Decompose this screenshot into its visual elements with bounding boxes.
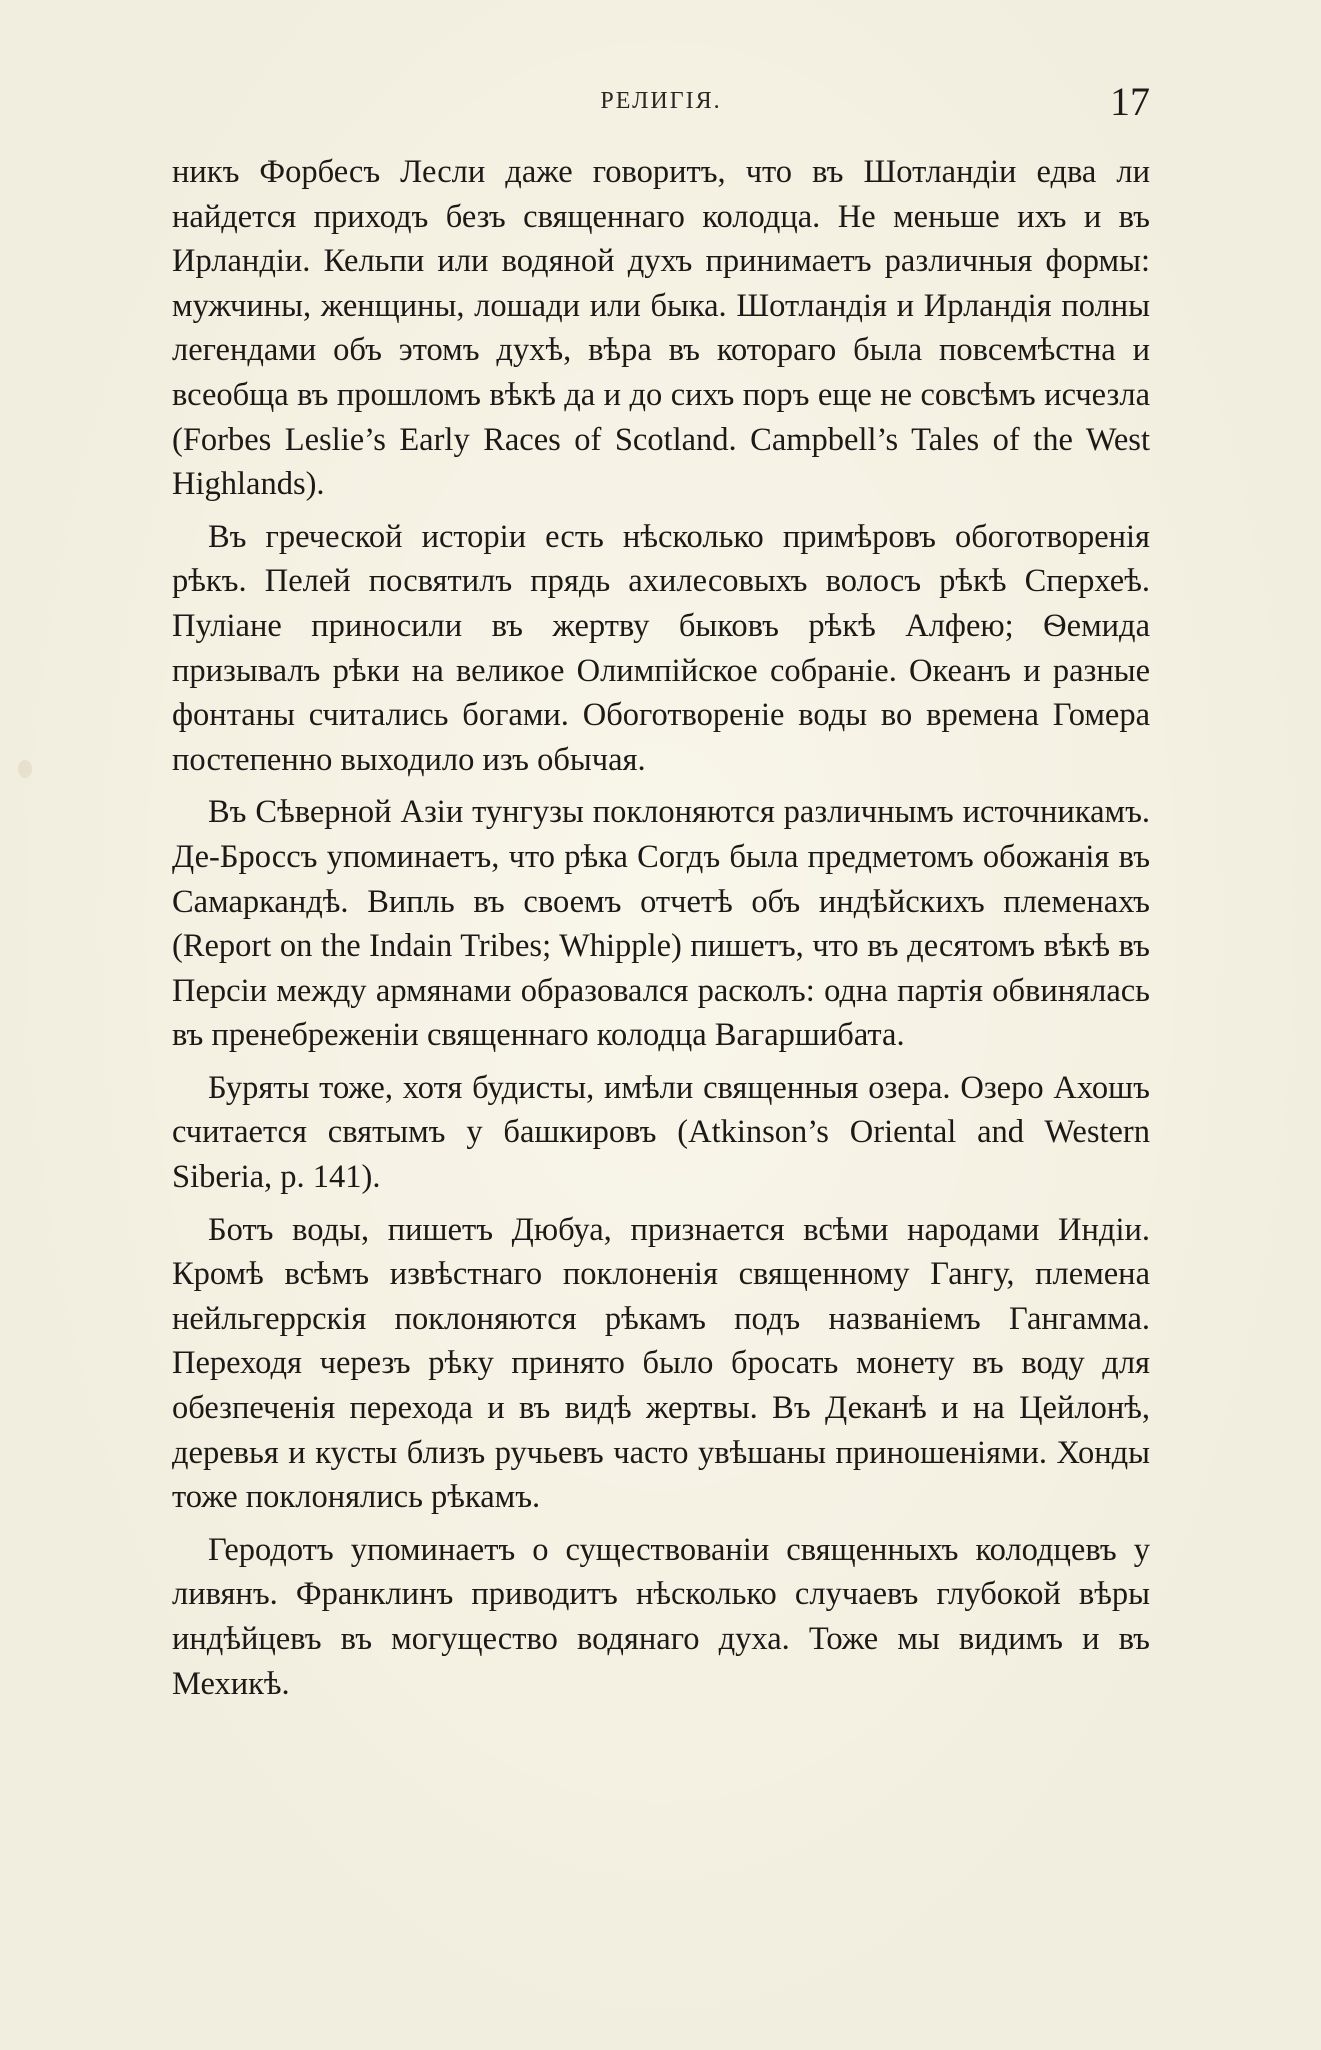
paragraph: Ботъ воды, пишетъ Дюбуа, признается всѣми народами Индіи. Кромѣ всѣмъ извѣстнаго поклоненія священному Гангу, племена нейльгеррскія поклоняются рѣкамъ подъ названіемъ Гангамма. Переходя черезъ рѣку принято было бросать монету въ воду для обезпеченія перехода и въ видѣ жертвы. Въ Деканѣ и на Цейлонѣ, деревья и кусты близъ ручьевъ часто увѣшаны приношеніями. Хонды тоже поклонялись рѣкамъ.: [172, 1211, 1150, 1516]
page-number: 17: [1110, 79, 1150, 124]
paragraph: Въ греческой исторіи есть нѣсколько примѣровъ обоготворенія рѣкъ. Пелей посвятилъ прядь ахилесовыхъ волосъ рѣкѣ Сперхеѣ. Пуліане приносили въ жертву быковъ рѣкѣ Алфею; Ѳемида призывалъ рѣки на великое Олимпійское собраніе. Океанъ и разные фонтаны считались богами. Обоготвореніе воды во времена Гомера постепенно выходило изъ обычая.: [172, 518, 1150, 778]
body-text: [172, 150, 1150, 1714]
paper-stain: [18, 760, 32, 778]
paragraph: никъ Форбесъ Лесли даже говоритъ, что въ Шотландіи едва ли найдется приходъ безъ священнаго колодца. Не меньше ихъ и въ Ирландіи. Кельпи или водяной духъ принимаетъ различныя формы: мужчины, женщины, лошади или быка. Шотландія и Ирландія полны легендами объ этомъ духѣ, вѣра въ котораго была повсемѣстна и всеобща въ прошломъ вѣкѣ да и до сихъ поръ еще не совсѣмъ исчезла (Forbes Leslie’s Early Races of Scotland. Campbell’s Tales of the West Highlands).: [172, 154, 1150, 503]
page-header: [172, 79, 1150, 124]
paragraph: Въ Сѣверной Азіи тунгузы поклоняются различнымъ источникамъ. Де-Броссъ упоминаетъ, что рѣка Согдъ была предметомъ обожанія въ Самаркандѣ. Випль въ своемъ отчетѣ объ индѣйскихъ племенахъ (Report on the Indain Tribes; Whipple) пишетъ, что въ десятомъ вѣкѣ въ Персіи между армянами образовался расколъ: одна партія обвинялась въ пренебреженіи священнаго колодца Вагаршибата.: [172, 794, 1150, 1054]
running-head: РЕЛИГІЯ.: [600, 88, 722, 114]
paragraph: Буряты тоже, хотя будисты, имѣли священныя озера. Озеро Ахошъ считается святымъ у башкировъ (Atkinson’s Oriental and Western Siberia, p. 141).: [172, 1069, 1150, 1196]
paragraph: Геродотъ упоминаетъ о существованіи священныхъ колодцевъ у ливянъ. Франклинъ приводитъ нѣсколько случаевъ глубокой вѣры индѣйцевъ въ могущество водянаго духа. Тоже мы видимъ и въ Мехикѣ.: [172, 1531, 1150, 1702]
